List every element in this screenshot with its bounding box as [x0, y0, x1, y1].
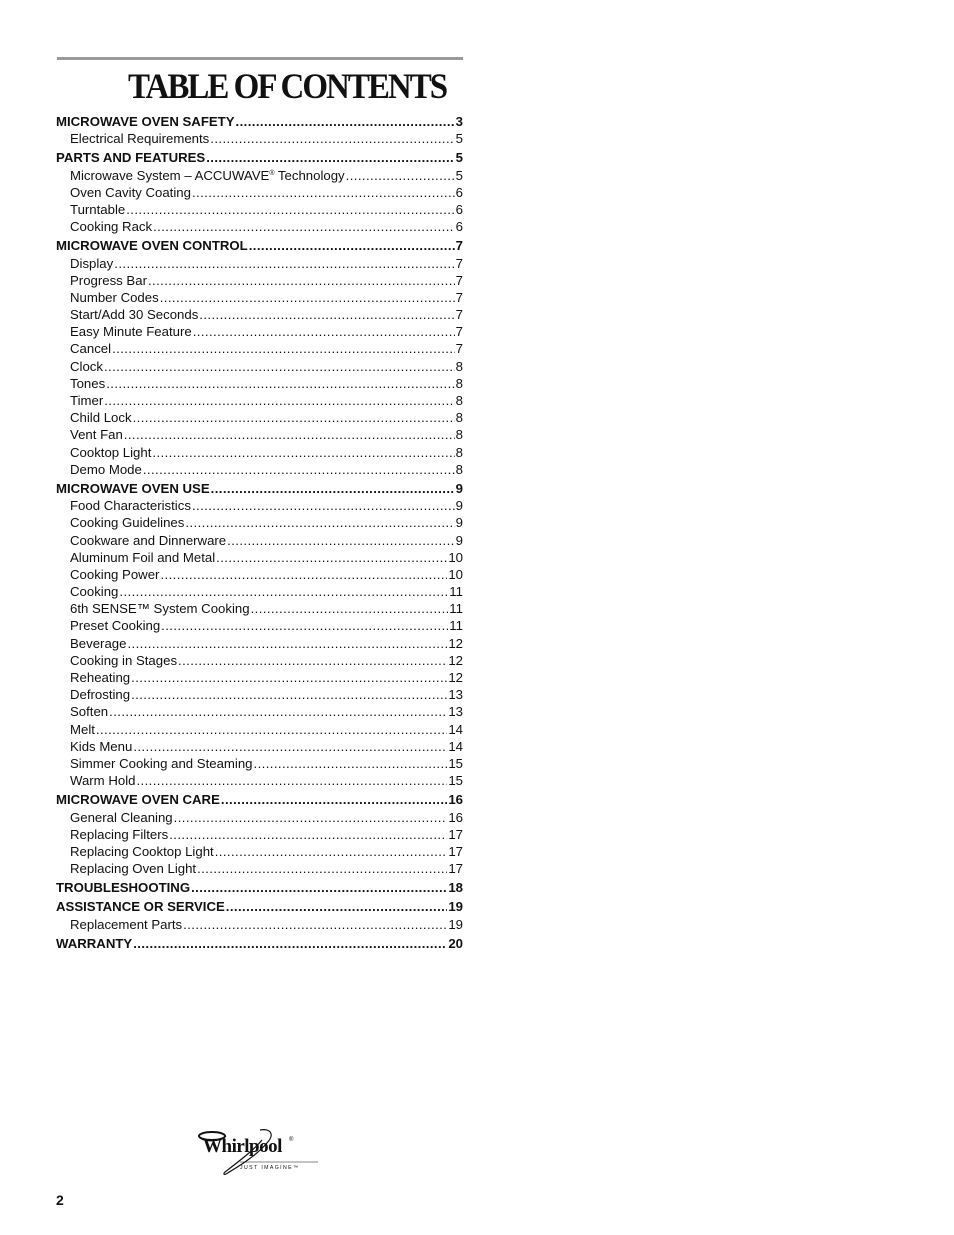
toc-entry-label — [70, 635, 126, 652]
toc-entry-label — [56, 113, 235, 130]
toc-subentry — [56, 617, 463, 634]
toc-page-number: 19 — [448, 899, 463, 915]
toc-subentry — [56, 340, 463, 357]
toc-entry-label — [70, 600, 250, 617]
dot-leader — [104, 358, 455, 375]
toc-entry-label — [70, 340, 111, 357]
toc-entry-title: Cooking Rack — [70, 219, 153, 235]
toc-subentry — [56, 130, 463, 147]
toc-subentry — [56, 843, 463, 860]
dot-leader — [109, 703, 447, 720]
top-rule — [57, 57, 463, 60]
dot-leader — [112, 340, 455, 357]
toc-subentry — [56, 772, 463, 789]
toc-entry-title: Turntable — [70, 201, 126, 217]
dot-leader — [251, 600, 449, 617]
toc-entry-label — [70, 409, 132, 426]
dot-leader — [160, 289, 455, 306]
toc-entry-title: Beverage — [70, 635, 127, 651]
toc-entry-label — [70, 703, 108, 720]
toc-page-number: 11 — [449, 601, 463, 617]
toc-entry-title: MICROWAVE OVEN CONTROL — [56, 238, 248, 254]
toc-subentry — [56, 686, 463, 703]
toc-page-number: 12 — [448, 670, 463, 685]
toc-entry-label — [70, 184, 191, 201]
dot-leader — [216, 549, 447, 566]
toc-page-number: 9 — [455, 498, 463, 514]
toc-entry-title: ASSISTANCE OR SERVICE — [56, 899, 225, 915]
dot-leader — [126, 201, 454, 218]
toc-entry-label — [70, 497, 191, 514]
toc-entry-label — [56, 879, 190, 896]
whirlpool-logo — [194, 1126, 322, 1178]
toc-entry-title: Timer — [70, 393, 104, 408]
toc-page-number: 17 — [448, 826, 463, 842]
toc-entry-title: Microwave System – ACCUWAVE — [70, 167, 270, 183]
toc-page-number: 11 — [449, 584, 463, 600]
toc-entry-title: Display — [70, 255, 114, 271]
toc-entry-title: Cookware and Dinnerware — [70, 532, 227, 548]
toc-subentry — [56, 184, 463, 201]
toc-entry-label — [70, 358, 103, 375]
toc-page-number: 11 — [449, 618, 463, 634]
toc-page-number: 8 — [455, 461, 463, 477]
toc-entry-label — [56, 149, 205, 166]
toc-page-number: 15 — [448, 773, 463, 789]
toc-subentry — [56, 201, 463, 218]
dot-leader — [236, 113, 455, 130]
registered-mark: ® — [269, 169, 275, 177]
toc-section-entry — [56, 237, 463, 254]
toc-section-entry — [56, 791, 463, 808]
toc-entry-label — [70, 444, 151, 461]
toc-entry-title: Tones — [70, 375, 106, 391]
toc-entry-title: Cooking in Stages — [70, 652, 178, 668]
toc-entry-label — [70, 916, 182, 933]
toc-subentry — [56, 323, 463, 340]
toc-subentry — [56, 392, 463, 409]
toc-subentry — [56, 755, 463, 772]
toc-entry-label — [70, 272, 147, 289]
toc-entry-label — [70, 289, 159, 306]
toc-page-number: 14 — [448, 721, 463, 737]
dot-leader — [346, 167, 455, 184]
toc-entry-label — [70, 860, 196, 877]
toc-subentry — [56, 306, 463, 323]
toc-page-number: 13 — [448, 704, 463, 720]
toc-subentry — [56, 444, 463, 461]
toc-entry-title: Number Codes — [70, 289, 159, 305]
toc-section-entry — [56, 149, 463, 166]
toc-page-number: 12 — [448, 652, 463, 668]
toc-entry-title: Electrical Requirements — [70, 131, 210, 147]
toc-page-number: 18 — [448, 880, 463, 896]
dot-leader — [178, 652, 447, 669]
toc-page-number: 8 — [455, 444, 463, 460]
toc-page-number: 17 — [448, 861, 463, 877]
toc-entry-title: PARTS AND FEATURES — [56, 150, 206, 166]
toc-entry-label — [70, 809, 173, 826]
toc-entry-label — [70, 669, 130, 686]
toc-section-entry — [56, 113, 463, 130]
toc-entry-title: Child Lock — [70, 410, 132, 426]
toc-page-number: 7 — [455, 307, 463, 323]
dot-leader — [114, 255, 454, 272]
toc-subentry — [56, 860, 463, 877]
toc-page-number: 19 — [448, 916, 463, 932]
toc-subentry — [56, 635, 463, 652]
dot-leader — [174, 809, 448, 826]
toc-subentry — [56, 289, 463, 306]
toc-subentry — [56, 409, 463, 426]
toc-page-number: 7 — [455, 324, 463, 340]
toc-section-entry — [56, 480, 463, 497]
toc-subentry — [56, 652, 463, 669]
dot-leader — [197, 860, 447, 877]
toc-page-number: 10 — [448, 549, 463, 565]
dot-leader — [124, 426, 455, 443]
toc-entry-title: Cooktop Light — [70, 444, 152, 460]
dot-leader — [193, 323, 455, 340]
toc-page-number: 14 — [448, 738, 463, 754]
dot-leader — [127, 635, 447, 652]
toc-entry-label — [70, 826, 168, 843]
toc-page-number: 6 — [455, 201, 463, 217]
toc-entry-label — [70, 652, 177, 669]
dot-leader — [211, 480, 455, 497]
table-of-contents — [56, 113, 463, 952]
toc-entry-title: General Cleaning — [70, 809, 173, 825]
toc-entry-title: Simmer Cooking and Steaming — [70, 755, 253, 771]
dot-leader — [221, 791, 447, 808]
toc-page-number: 6 — [455, 219, 463, 235]
toc-page-number: 7 — [455, 272, 463, 288]
toc-entry-title: Clock — [70, 358, 103, 374]
toc-entry-title: Cooking Guidelines — [70, 515, 185, 531]
dot-leader — [185, 514, 454, 531]
dot-leader — [206, 149, 454, 166]
toc-page-number: 10 — [448, 566, 463, 582]
dot-leader — [152, 444, 454, 461]
dot-leader — [161, 617, 448, 634]
dot-leader — [160, 566, 447, 583]
toc-entry-title: TROUBLESHOOTING — [56, 880, 191, 896]
toc-subentry — [56, 167, 463, 184]
toc-entry-title: Preset Cooking — [70, 618, 161, 634]
toc-entry-title-suffix: Technology — [274, 167, 345, 183]
toc-page-number: 9 — [455, 515, 463, 531]
toc-entry-title: Oven Cavity Coating — [70, 184, 191, 200]
toc-entry-label — [56, 898, 225, 915]
dot-leader — [131, 669, 447, 686]
toc-subentry — [56, 358, 463, 375]
page-number: 2 — [56, 1192, 64, 1208]
toc-entry-label — [70, 392, 103, 409]
dot-leader — [249, 237, 455, 254]
dot-leader — [136, 772, 447, 789]
toc-page-number: 8 — [455, 410, 463, 426]
toc-entry-label — [70, 738, 132, 755]
toc-entry-title: Progress Bar — [70, 272, 147, 288]
toc-subentry — [56, 426, 463, 443]
toc-section-entry — [56, 898, 463, 915]
toc-subentry — [56, 703, 463, 720]
toc-section-entry — [56, 879, 463, 896]
toc-subentry — [56, 532, 463, 549]
toc-page-number: 3 — [455, 114, 463, 129]
toc-subentry — [56, 514, 463, 531]
dot-leader — [227, 532, 455, 549]
toc-entry-label — [70, 306, 198, 323]
toc-entry-label — [70, 323, 192, 340]
toc-entry-label — [70, 686, 130, 703]
toc-page-number: 13 — [448, 687, 463, 703]
logo-registered-mark: ® — [289, 1137, 294, 1143]
toc-page-number: 9 — [455, 532, 463, 548]
toc-page-number: 6 — [455, 184, 463, 200]
toc-entry-title: Melt — [70, 721, 95, 737]
toc-entry-label — [70, 772, 135, 789]
toc-entry-label — [56, 791, 220, 808]
dot-leader — [133, 409, 455, 426]
dot-leader — [106, 375, 454, 392]
page-title: TABLE OF CONTENTS — [128, 68, 447, 107]
toc-page-number: 9 — [455, 480, 463, 496]
toc-entry-label — [70, 583, 118, 600]
toc-entry-label — [70, 843, 214, 860]
toc-entry-title: Replacing Cooktop Light — [70, 843, 214, 859]
toc-subentry — [56, 375, 463, 392]
toc-page-number: 5 — [455, 150, 463, 166]
dot-leader — [133, 738, 447, 755]
toc-page-number: 16 — [448, 792, 463, 808]
toc-entry-title: MICROWAVE OVEN SAFETY — [56, 114, 235, 129]
toc-subentry — [56, 218, 463, 235]
dot-leader — [192, 184, 455, 201]
toc-subentry — [56, 600, 463, 617]
toc-page-number: 5 — [455, 167, 463, 183]
dot-leader — [133, 935, 447, 952]
toc-page-number: 8 — [455, 358, 463, 374]
dot-leader — [192, 497, 455, 514]
toc-page-number: 7 — [455, 238, 463, 254]
dot-leader — [183, 916, 447, 933]
toc-entry-label — [70, 130, 209, 147]
toc-entry-title: Aluminum Foil and Metal — [70, 549, 216, 565]
dot-leader — [191, 879, 447, 896]
toc-entry-title: Vent Fan — [70, 427, 123, 443]
toc-entry-title: Cooking Power — [70, 566, 160, 582]
logo-wordmark: Whirlpool — [203, 1136, 282, 1157]
toc-page-number: 15 — [448, 755, 463, 771]
toc-entry-title: Start/Add 30 Seconds — [70, 307, 199, 323]
toc-entry-label — [70, 218, 152, 235]
toc-entry-title: MICROWAVE OVEN USE — [56, 480, 210, 496]
toc-subentry — [56, 255, 463, 272]
toc-page-number: 8 — [455, 393, 463, 408]
toc-entry-title: Soften — [70, 704, 109, 720]
toc-page-number: 5 — [455, 131, 463, 147]
toc-entry-label — [70, 549, 215, 566]
toc-entry-label — [70, 755, 253, 772]
dot-leader — [169, 826, 447, 843]
toc-subentry — [56, 566, 463, 583]
dot-leader — [215, 843, 448, 860]
toc-entry-label — [70, 514, 184, 531]
toc-entry-title: Kids Menu — [70, 738, 133, 754]
toc-entry-title: Warm Hold — [70, 773, 136, 789]
toc-page-number: 7 — [455, 289, 463, 305]
dot-leader — [148, 272, 455, 289]
toc-entry-label — [70, 617, 160, 634]
toc-entry-label — [70, 532, 226, 549]
toc-subentry — [56, 549, 463, 566]
toc-entry-label — [70, 201, 125, 218]
logo-tagline: JUST IMAGINE™ — [240, 1165, 300, 1171]
toc-entry-label — [70, 375, 105, 392]
toc-entry-label — [56, 935, 132, 952]
dot-leader — [254, 755, 448, 772]
dot-leader — [104, 392, 454, 409]
dot-leader — [199, 306, 454, 323]
dot-leader — [119, 583, 448, 600]
toc-page-number: 8 — [455, 375, 463, 391]
toc-subentry — [56, 738, 463, 755]
toc-subentry — [56, 809, 463, 826]
toc-page-number: 16 — [448, 809, 463, 825]
toc-entry-title: Replacing Oven Light — [70, 861, 197, 877]
toc-page-number: 17 — [448, 843, 463, 859]
toc-entry-label — [56, 237, 248, 254]
toc-entry-title: Reheating — [70, 670, 131, 685]
toc-page-number: 7 — [455, 341, 463, 357]
toc-subentry — [56, 461, 463, 478]
toc-subentry — [56, 916, 463, 933]
toc-entry-title: Cooking — [70, 584, 119, 600]
toc-page-number: 8 — [455, 427, 463, 443]
toc-entry-title: Cancel — [70, 341, 112, 357]
dot-leader — [210, 130, 454, 147]
toc-section-entry — [56, 935, 463, 952]
toc-entry-title: Food Characteristics — [70, 498, 191, 514]
toc-entry-title: Replacing Filters — [70, 826, 169, 842]
toc-subentry — [56, 583, 463, 600]
toc-entry-title: MICROWAVE OVEN CARE — [56, 792, 220, 808]
dot-leader — [96, 721, 447, 738]
toc-subentry — [56, 497, 463, 514]
toc-entry-label — [70, 167, 345, 184]
toc-entry-title: Defrosting — [70, 687, 131, 703]
toc-entry-title: Demo Mode — [70, 461, 142, 477]
toc-page-number: 20 — [448, 935, 463, 951]
toc-entry-label — [70, 461, 142, 478]
toc-entry-title: Replacement Parts — [70, 916, 183, 932]
toc-page-number: 7 — [455, 255, 463, 271]
dot-leader — [153, 218, 455, 235]
dot-leader — [226, 898, 448, 915]
toc-subentry — [56, 826, 463, 843]
toc-entry-label — [56, 480, 210, 497]
toc-entry-title: Easy Minute Feature — [70, 324, 192, 340]
toc-subentry — [56, 721, 463, 738]
toc-subentry — [56, 272, 463, 289]
toc-page-number: 12 — [448, 635, 463, 651]
toc-entry-label — [70, 721, 95, 738]
toc-subentry — [56, 669, 463, 686]
toc-entry-title: WARRANTY — [56, 935, 133, 951]
toc-entry-label — [70, 426, 123, 443]
toc-entry-title: 6th SENSE™ System Cooking — [70, 601, 250, 617]
dot-leader — [143, 461, 455, 478]
toc-entry-label — [70, 566, 159, 583]
toc-entry-label — [70, 255, 113, 272]
dot-leader — [131, 686, 447, 703]
